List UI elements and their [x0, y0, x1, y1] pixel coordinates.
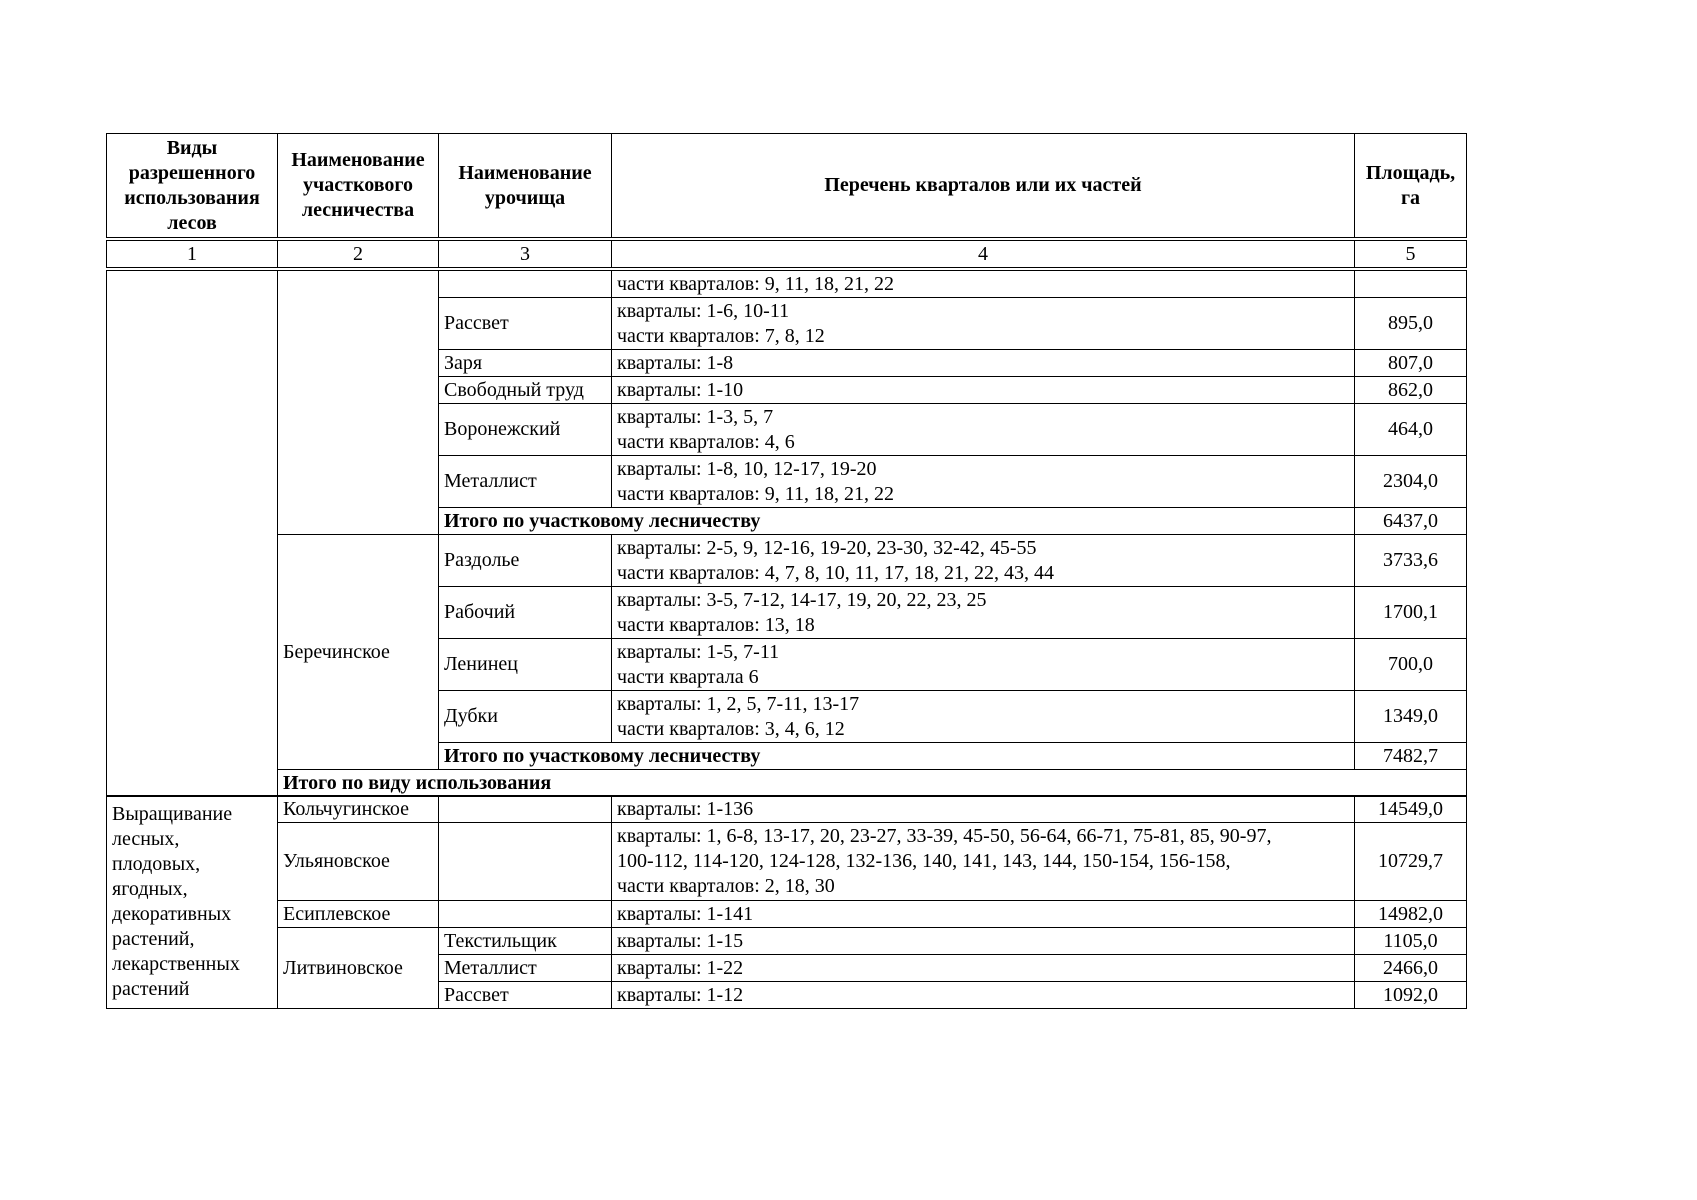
tract-cell: Заря [439, 350, 612, 377]
quarters-cell [612, 456, 1355, 508]
quarters-line: части кварталов: 13, 18 [617, 613, 815, 636]
column-number: 3 [439, 239, 612, 269]
quarters-cell [612, 639, 1355, 691]
table-row [107, 796, 1467, 823]
area-cell [1355, 269, 1467, 298]
quarters-line: кварталы: 3-5, 7-12, 14-17, 19, 20, 22, 23, 25 [617, 588, 987, 611]
quarters-line: кварталы: 1-5, 7-11 [617, 640, 780, 663]
use-type-cell [107, 269, 278, 797]
area-cell: 862,0 [1355, 377, 1467, 404]
forestry-cell: Кольчугинское [278, 796, 439, 823]
tract-cell: Рассвет [439, 982, 612, 1009]
use-type-line: лекарственных [112, 953, 240, 975]
forest-use-table-continued [106, 795, 1467, 1009]
quarters-cell [612, 298, 1355, 350]
forestry-cell: Литвиновское [278, 928, 439, 1009]
area-cell: 10729,7 [1355, 823, 1467, 901]
quarters-cell [612, 404, 1355, 456]
quarters-cell: кварталы: 1-8 [612, 350, 1355, 377]
quarters-line: части кварталов: 3, 4, 6, 12 [617, 717, 845, 740]
forest-use-table [106, 133, 1467, 797]
area-cell: 3733,6 [1355, 535, 1467, 587]
tract-cell: Текстильщик [439, 928, 612, 955]
quarters-cell: кварталы: 1-12 [612, 982, 1355, 1009]
header-forestry: Наименование участкового лесничества [278, 134, 439, 240]
table-row [107, 901, 1467, 928]
quarters-line: части кварталов: 9, 11, 18, 21, 22 [617, 482, 895, 505]
area-cell: 2304,0 [1355, 456, 1467, 508]
subtotal-label: Итого по участковому лесничеству [439, 508, 1355, 535]
area-cell: 1105,0 [1355, 928, 1467, 955]
tract-cell: Раздолье [439, 535, 612, 587]
table-row [107, 269, 1467, 298]
use-type-line: лесных, [112, 828, 180, 850]
table-row [107, 823, 1467, 901]
quarters-cell [612, 823, 1355, 901]
quarters-line: 100-112, 114-120, 124-128, 132-136, 140, 141, 143, 144, 150-154, 156-158, [617, 850, 1231, 872]
table-row [107, 535, 1467, 587]
use-type-line: Выращивание [112, 803, 233, 825]
use-type-line: ягодных, [112, 878, 188, 900]
use-type-line: декоративных [112, 903, 232, 925]
use-type-line: растений, [112, 928, 195, 950]
subtotal-area: 7482,7 [1355, 743, 1467, 770]
subtotal-area: 6437,0 [1355, 508, 1467, 535]
quarters-cell: кварталы: 1-141 [612, 901, 1355, 928]
area-cell: 700,0 [1355, 639, 1467, 691]
quarters-line: кварталы: 1, 2, 5, 7-11, 13-17 [617, 692, 860, 715]
area-cell: 1349,0 [1355, 691, 1467, 743]
header-row [107, 134, 1467, 240]
tract-cell: Металлист [439, 955, 612, 982]
forestry-cell: Ульяновское [278, 823, 439, 901]
tract-cell: Металлист [439, 456, 612, 508]
forestry-cell [278, 269, 439, 535]
use-type-line: плодовых, [112, 853, 201, 875]
column-number: 5 [1355, 239, 1467, 269]
tract-cell [439, 796, 612, 823]
tract-cell [439, 901, 612, 928]
quarters-cell [612, 587, 1355, 639]
total-row [107, 770, 1467, 797]
area-cell: 895,0 [1355, 298, 1467, 350]
quarters-line: кварталы: 2-5, 9, 12-16, 19-20, 23-30, 32-42, 45-55 [617, 536, 1037, 559]
quarters-cell [612, 535, 1355, 587]
table-row [107, 928, 1467, 955]
area-cell: 14982,0 [1355, 901, 1467, 928]
area-cell: 1700,1 [1355, 587, 1467, 639]
quarters-cell: кварталы: 1-22 [612, 955, 1355, 982]
quarters-line: части кварталов: 2, 18, 30 [617, 875, 835, 897]
column-number: 1 [107, 239, 278, 269]
total-label: Итого по виду использования [278, 770, 1467, 797]
area-cell: 14549,0 [1355, 796, 1467, 823]
header-quarters: Перечень кварталов или их частей [612, 134, 1355, 240]
use-type-line: растений [112, 978, 190, 1000]
quarters-line: кварталы: 1-8, 10, 12-17, 19-20 [617, 457, 877, 480]
column-numbers-row [107, 239, 1467, 269]
subtotal-label: Итого по участковому лесничеству [439, 743, 1355, 770]
tract-cell: Рассвет [439, 298, 612, 350]
quarters-cell: кварталы: 1-10 [612, 377, 1355, 404]
tract-cell: Рабочий [439, 587, 612, 639]
quarters-line: части кварталов: 4, 6 [617, 430, 795, 453]
tract-cell [439, 823, 612, 901]
header-area: Площадь, га [1355, 134, 1467, 240]
quarters-cell [612, 691, 1355, 743]
tract-cell: Дубки [439, 691, 612, 743]
column-number: 2 [278, 239, 439, 269]
quarters-cell: кварталы: 1-136 [612, 796, 1355, 823]
area-cell: 807,0 [1355, 350, 1467, 377]
quarters-line: части кварталов: 4, 7, 8, 10, 11, 17, 18, 21, 22, 43, 44 [617, 561, 1055, 584]
header-use-type: Виды разрешенного использования лесов [107, 134, 278, 240]
tract-cell: Воронежский [439, 404, 612, 456]
quarters-cell: кварталы: 1-15 [612, 928, 1355, 955]
tract-cell: Свободный труд [439, 377, 612, 404]
forestry-cell: Беречинское [278, 535, 439, 770]
area-cell: 464,0 [1355, 404, 1467, 456]
tract-cell [439, 269, 612, 298]
forestry-cell: Есиплевское [278, 901, 439, 928]
quarters-line: части кварталов: 7, 8, 12 [617, 324, 825, 347]
column-number: 4 [612, 239, 1355, 269]
quarters-cell: части кварталов: 9, 11, 18, 21, 22 [612, 269, 1355, 298]
area-cell: 1092,0 [1355, 982, 1467, 1009]
area-cell: 2466,0 [1355, 955, 1467, 982]
header-tract: Наименование урочища [439, 134, 612, 240]
quarters-line: кварталы: 1, 6-8, 13-17, 20, 23-27, 33-39, 45-50, 56-64, 66-71, 75-81, 85, 90-97, [617, 825, 1272, 847]
use-type-cell [107, 796, 278, 1009]
quarters-line: кварталы: 1-3, 5, 7 [617, 405, 774, 428]
quarters-line: кварталы: 1-6, 10-11 [617, 299, 790, 322]
tract-cell: Ленинец [439, 639, 612, 691]
quarters-line: части квартала 6 [617, 665, 759, 688]
